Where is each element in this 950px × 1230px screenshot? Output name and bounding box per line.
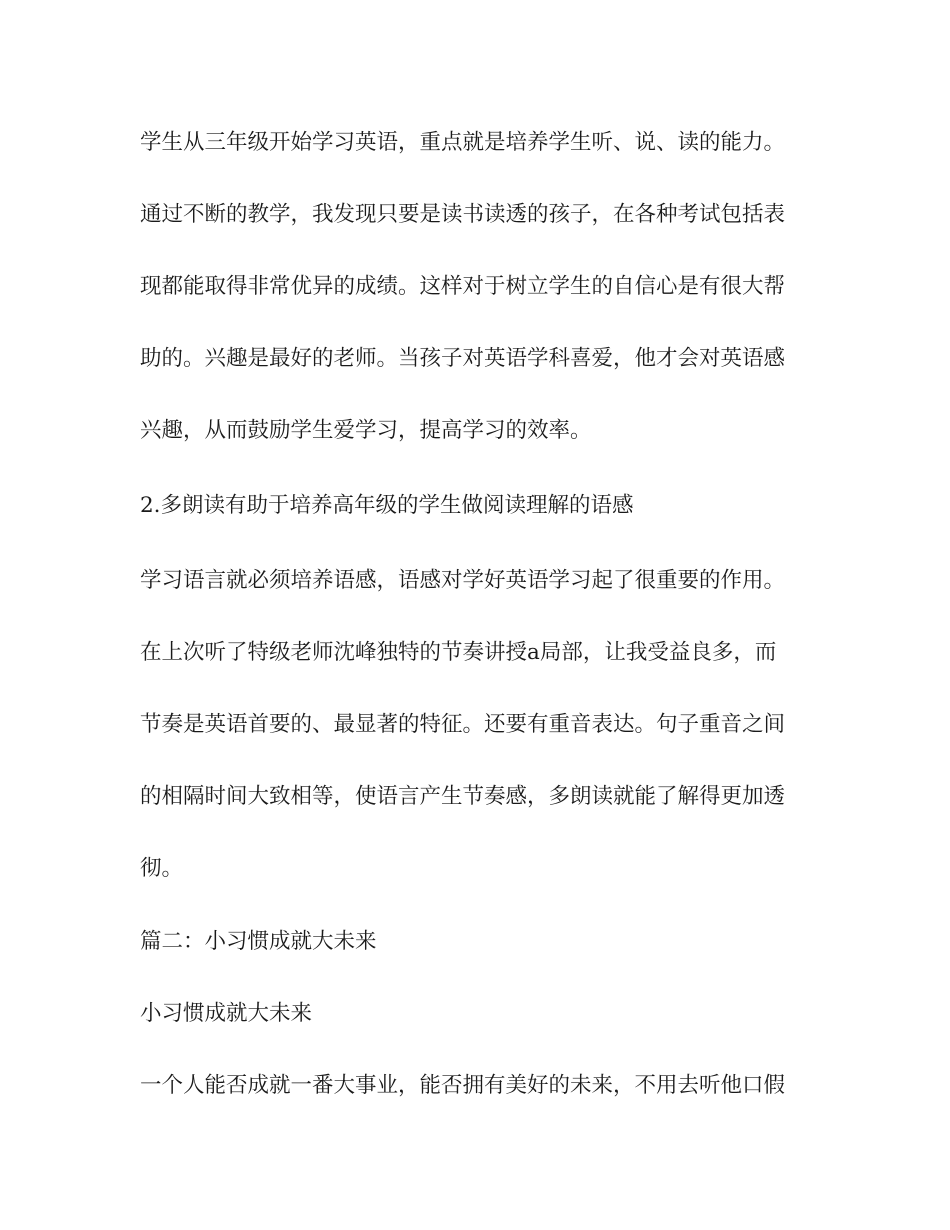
paragraph-line: 助的。兴趣是最好的老师。当孩子对英语学科喜爱，他才会对英语感 [140, 346, 786, 371]
paragraph-line: 在上次听了特级老师沈峰独特的节奏讲授a局部，让我受益良多，而 [140, 640, 777, 665]
paragraph-line: 学习语言就必须培养语感，语感对学好英语学习起了很重要的作用。 [140, 568, 786, 593]
article-title: 篇二：小习惯成就大未来 [140, 929, 377, 954]
paragraph-line: 彻。 [140, 856, 184, 881]
paragraph-line: 现都能取得非常优异的成绩。这样对于树立学生的自信心是有很大帮 [140, 274, 786, 299]
paragraph-line: 节奏是英语首要的、最显著的特征。还要有重音表达。句子重音之间 [140, 712, 786, 737]
paragraph-line: 一个人能否成就一番大事业，能否拥有美好的未来，不用去听他口假 [140, 1073, 786, 1098]
article-subtitle: 小习惯成就大未来 [140, 1001, 313, 1026]
paragraph-line: 的相隔时间大致相等，使语言产生节奏感，多朗读就能了解得更加透 [140, 784, 786, 809]
paragraph-line: 通过不断的教学，我发现只要是读书读透的孩子，在各种考试包括表 [140, 202, 786, 227]
paragraph-line: 学生从三年级开始学习英语，重点就是培养学生听、说、读的能力。 [140, 130, 786, 155]
paragraph-line: 兴趣，从而鼓励学生爱学习，提高学习的效率。 [140, 418, 592, 443]
section-heading: 2.多朗读有助于培养高年级的学生做阅读理解的语感 [140, 493, 634, 518]
